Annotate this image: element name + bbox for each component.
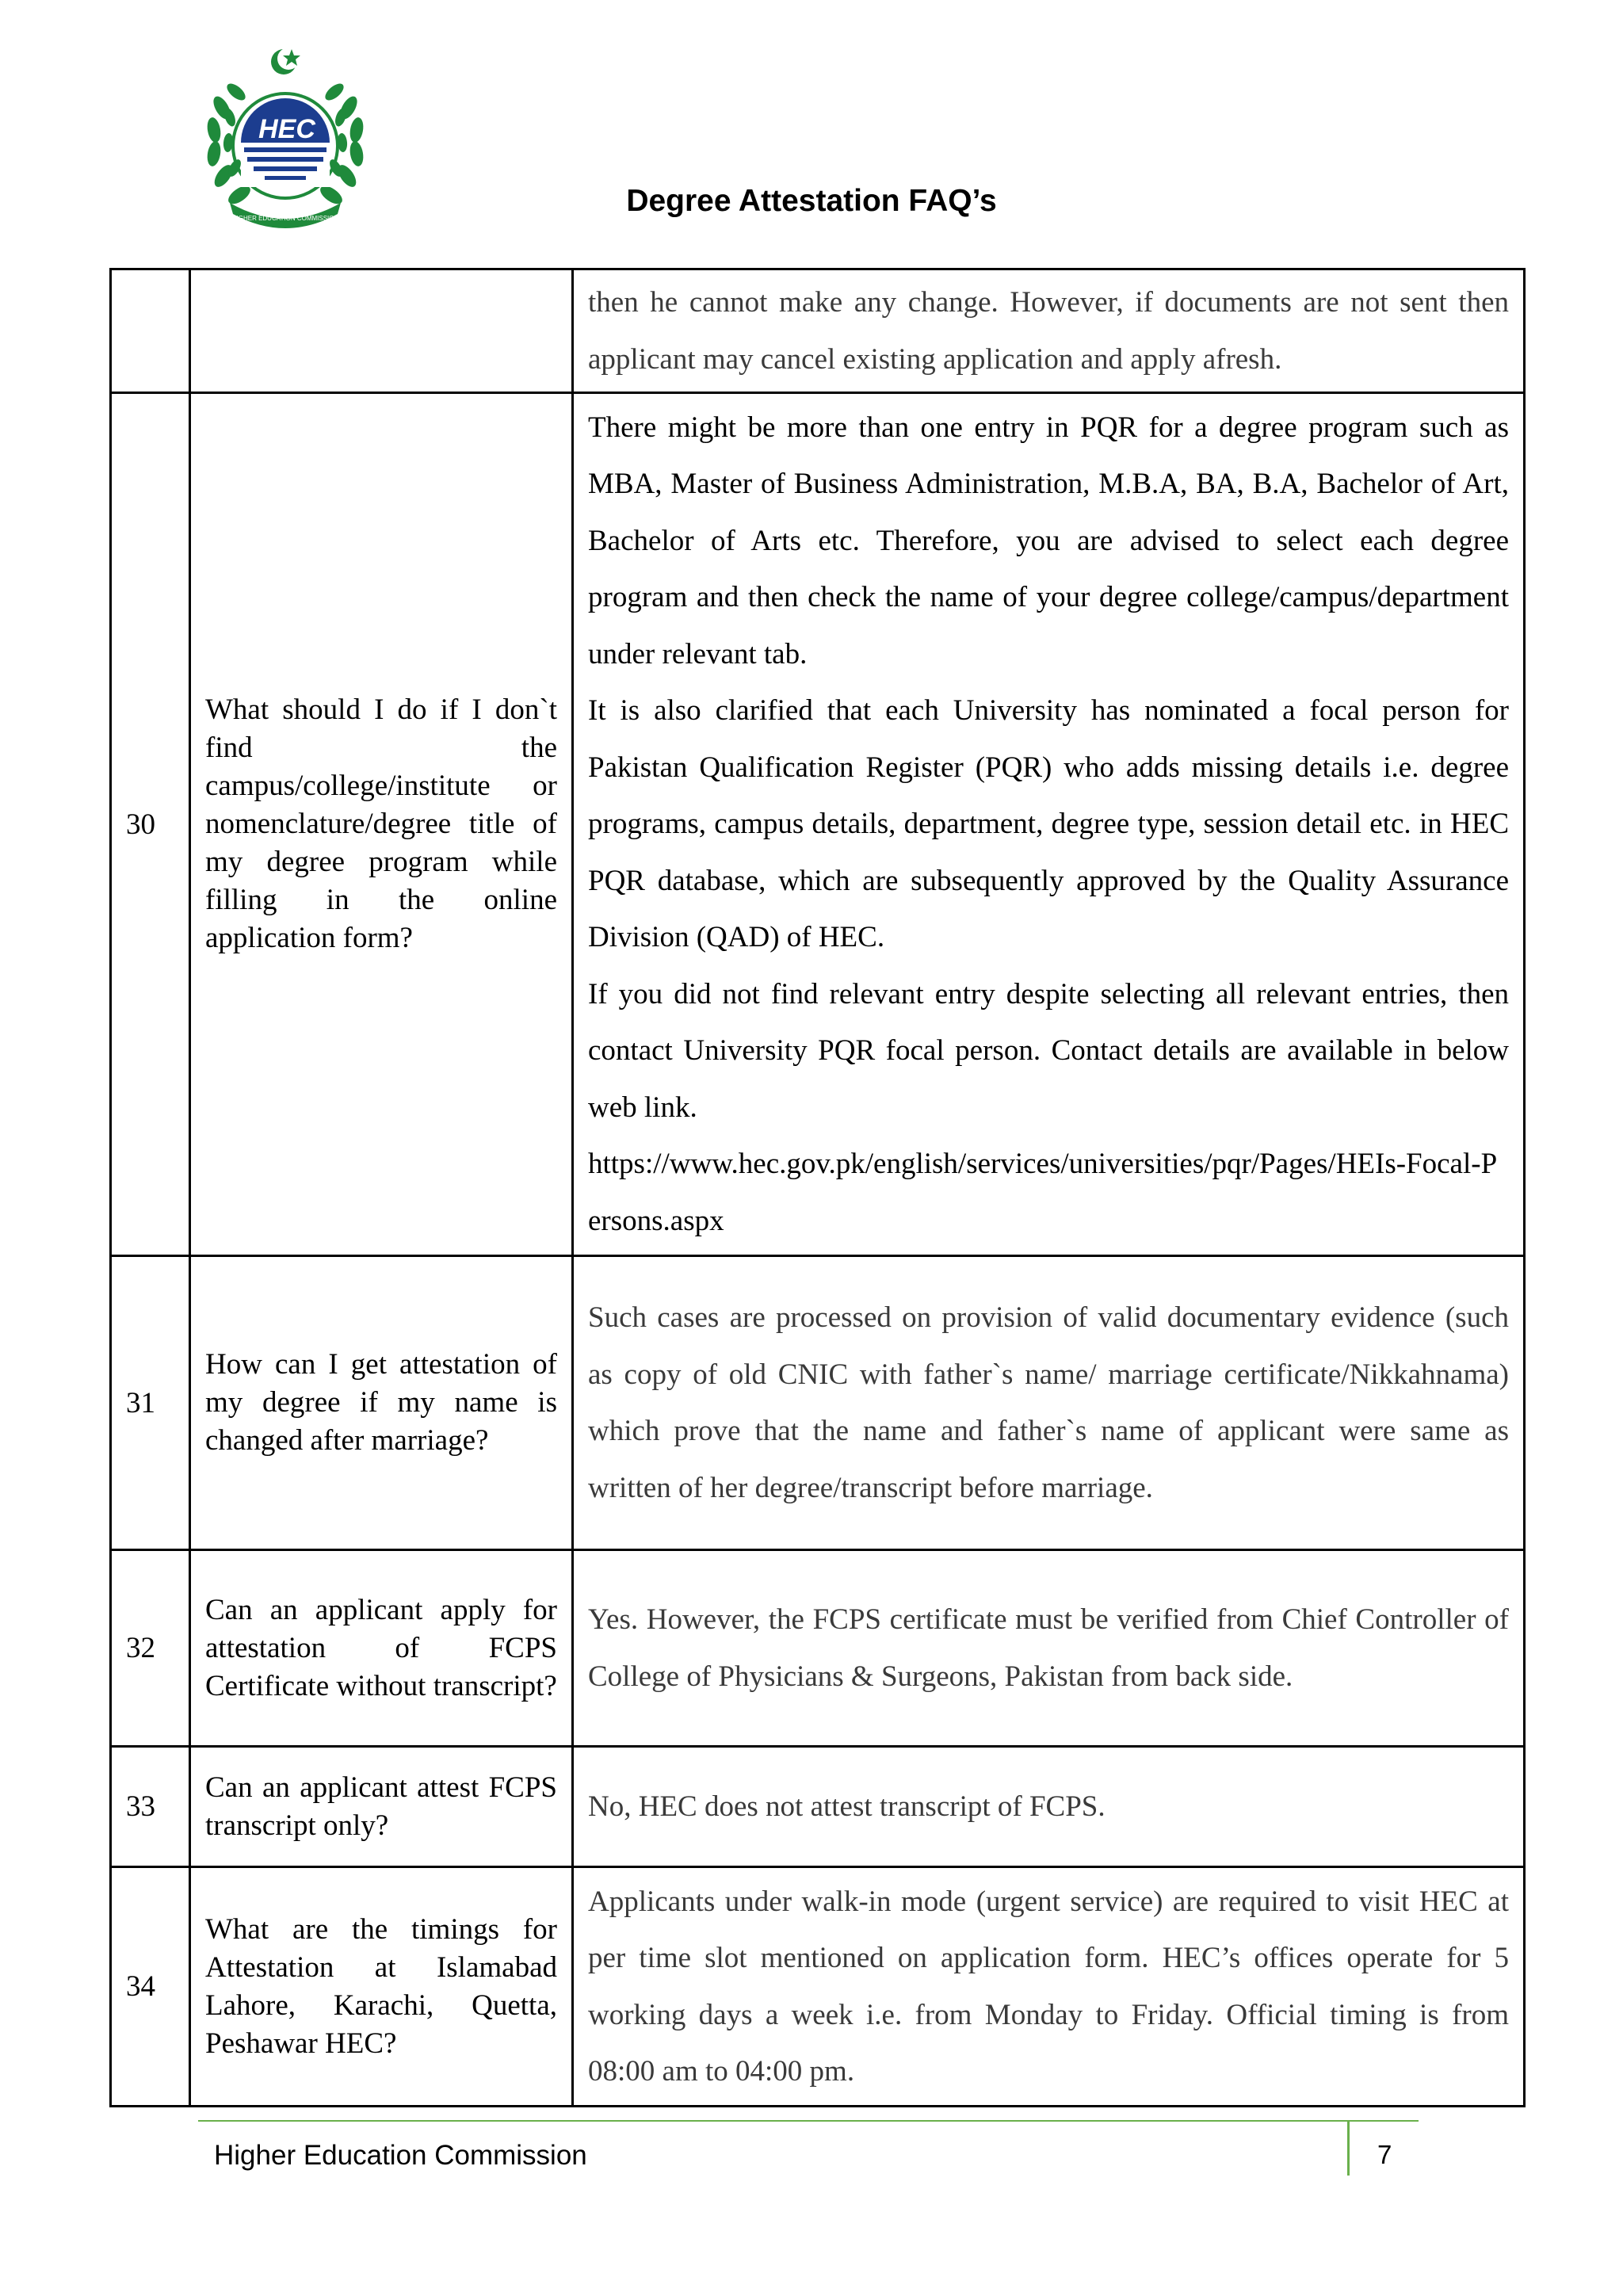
answer-cell	[573, 269, 1525, 393]
row-number: 32	[111, 1550, 190, 1747]
answer-cell	[573, 1867, 1525, 2107]
answer-cell	[573, 1256, 1525, 1550]
footer-page-divider	[1347, 2120, 1350, 2176]
footer-divider	[198, 2120, 1419, 2122]
answer-paragraph: There might be more than one entry in PQR for a degree program such as MBA, Master of Business Administration, M.B.A, BA, B.A, Bachelor of Art, Bachelor of Arts etc. Therefore, you are advised to select each degree program and then check the name of your degree college/campus/department under relevant tab.	[588, 411, 1509, 670]
question-cell: What should I do if I don`t find the campus/college/institute or nomenclature/degree title of my degree program while filling in the online application form?	[190, 393, 573, 1256]
table-row	[111, 393, 1525, 1256]
table-row	[111, 1747, 1525, 1867]
row-number: 33	[111, 1747, 190, 1867]
faq-table	[109, 268, 1526, 2107]
logo-ring-text: HIGHER EDUCATION COMMISSION	[231, 215, 339, 222]
table-row	[111, 269, 1525, 393]
footer-organization: Higher Education Commission	[214, 2140, 587, 2171]
answer-paragraph: then he cannot make any change. However, if documents are not sent then applicant may cancel existing application and apply afresh.	[588, 286, 1509, 376]
answer-paragraph: If you did not find relevant entry despite selecting all relevant entries, then contact University PQR focal person. Contact details are available in below web link.	[588, 977, 1509, 1124]
focal-persons-link[interactable]: https://www.hec.gov.pk/english/services/universities/pqr/Pages/HEIs-Focal-Persons.aspx	[588, 1148, 1498, 1237]
row-number: 30	[111, 393, 190, 1256]
answer-paragraph: Applicants under walk-in mode (urgent service) are required to visit HEC at per time slot mentioned on application form. HEC’s offices operate for 5 working days a week i.e. from Monday to Friday. Official timing is from 08:00 am to 04:00 pm.	[588, 1885, 1509, 2088]
answer-paragraph: It is also clarified that each University has nominated a focal person for Pakistan Qualification Register (PQR) who adds missing details i.e. degree programs, campus details, department, degree type, session detail etc. in HEC PQR database, which are subsequently approved by the Quality Assurance Division (QAD) of HEC.	[588, 694, 1509, 954]
answer-cell	[573, 1550, 1525, 1747]
question-cell: Can an applicant apply for attestation of FCPS Certificate without transcript?	[190, 1550, 573, 1747]
answer-paragraph: No, HEC does not attest transcript of FCPS.	[588, 1790, 1106, 1823]
question-cell: Can an applicant attest FCPS transcript only?	[190, 1747, 573, 1867]
answer-cell	[573, 393, 1525, 1256]
question-cell: What are the timings for Attestation at Islamabad Lahore, Karachi, Quetta, Peshawar HEC?	[190, 1867, 573, 2107]
row-number: 34	[111, 1867, 190, 2107]
logo-text: HEC	[258, 114, 315, 144]
page-title: Degree Attestation FAQ’s	[626, 184, 997, 218]
table-row	[111, 1256, 1525, 1550]
table-row	[111, 1550, 1525, 1747]
row-number: 31	[111, 1256, 190, 1550]
answer-cell	[573, 1747, 1525, 1867]
question-cell	[190, 269, 573, 393]
question-cell: How can I get attestation of my degree if my name is changed after marriage?	[190, 1256, 573, 1550]
answer-paragraph: Yes. However, the FCPS certificate must be verified from Chief Controller of College of Physicians & Surgeons, Pakistan from back side.	[588, 1603, 1509, 1693]
answer-paragraph: Such cases are processed on provision of valid documentary evidence (such as copy of old CNIC with father`s name/ marriage certificate/Nikkahnama) which prove that the name and father`s name of applicant were same as written of her degree/transcript before marriage.	[588, 1301, 1509, 1504]
table-row	[111, 1867, 1525, 2107]
page-number: 7	[1377, 2140, 1392, 2169]
row-number	[111, 269, 190, 393]
